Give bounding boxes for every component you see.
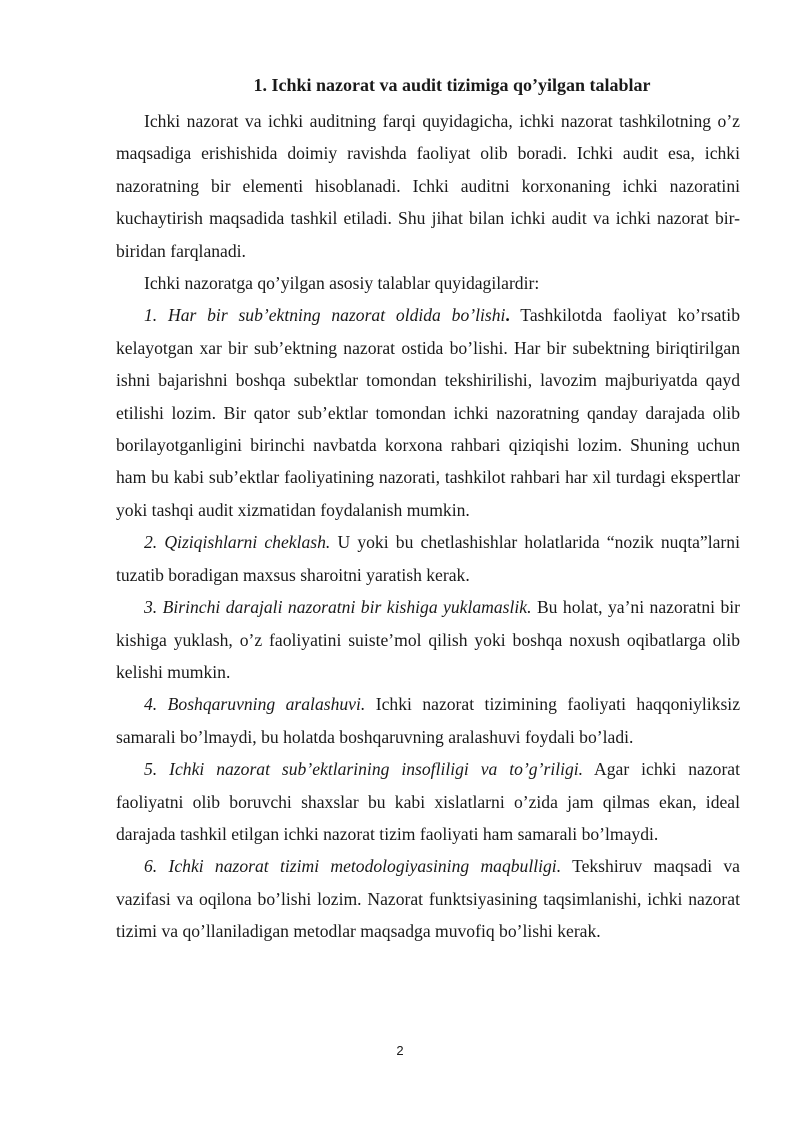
requirements-intro-paragraph: Ichki nazoratga qo’yilgan asosiy talablar quyidagilardir: — [144, 273, 540, 294]
section-heading: 1. Ichki nazorat va audit tizimiga qo’yilgan talablar — [253, 75, 651, 95]
requirement-lead: 1. Har bir sub’ektning nazorat oldida bo’lishi — [144, 305, 506, 326]
requirement-lead: 2. Qiziqishlarni cheklash. — [144, 532, 331, 553]
document-page — [116, 74, 740, 948]
intro-paragraph: Ichki nazorat va ichki auditning farqi quyidagicha, ichki nazorat tashkilotning o’z maqsadiga erishishida doimiy ravishda faoliyat olib boradi. Ichki audit esa, ichki nazoratning bir elementi hisoblanadi. Ichki auditni korxonaning ichki nazoratini kuchaytirish maqsadida tashkil etiladi. Shu jihat bilan ichki audit va ichki nazorat bir-biridan farqlanadi. — [116, 111, 740, 261]
requirement-text: Ichki nazorat tizimining faoliyati haqqoniyliksiz samarali bo’lmaydi, bu holatda boshqaruvning aralashuvi foydali bo’ladi. — [116, 694, 741, 747]
requirement-lead: 3. Birinchi darajali nazoratni bir kishiga yuklamaslik. — [144, 597, 532, 618]
requirement-lead: 4. Boshqaruvning aralashuvi. — [144, 694, 366, 715]
requirement-lead: 5. Ichki nazorat sub’ektlarining insofliligi va to’g’riligi. — [144, 759, 584, 780]
requirement-text: Bu holat, ya’ni nazoratni bir kishiga yuklash, o’z faoliyatini suiste’mol qilish yoki boshqa noxush oqibatlarga olib kelishi mumkin. — [116, 597, 741, 682]
requirement-paragraph-2 — [116, 526, 740, 591]
requirement-paragraph-3 — [116, 591, 740, 688]
requirement-lead-punct: . — [505, 305, 510, 326]
requirement-paragraph-6 — [116, 850, 740, 947]
requirement-text: U yoki bu chetlashishlar holatlarida “nozik nuqta”larni tuzatib boradigan maxsus sharoitni yaratish kerak. — [116, 532, 740, 585]
page-number: 2 — [396, 1043, 404, 1058]
requirement-text: Agar ichki nazorat faoliyatni olib boruvchi shaxslar bu kabi xislatlarni o’zida jam qilmas ekan, ideal darajada tashkil etilgan ichki nazorat tizim faoliyati ham samarali bo’lmaydi. — [116, 759, 740, 844]
requirement-paragraph-1 — [116, 299, 740, 526]
requirement-paragraph-4 — [116, 688, 740, 753]
requirement-lead: 6. Ichki nazorat tizimi metodologiyasining maqbulligi. — [144, 856, 562, 877]
requirement-text: Tekshiruv maqsadi va vazifasi va oqilona bo’lishi lozim. Nazorat funktsiyasining taqsimlanishi, ichki nazorat tizimi va qo’llaniladigan metodlar maqsadga muvofiq bo’lishi kerak. — [116, 856, 740, 942]
requirement-paragraph-5 — [116, 753, 740, 850]
requirement-text: Tashkilotda faoliyat ko’rsatib kelayotgan xar bir sub’ektning nazorat ostida bo’lishi. Har bir subektning biriqtirilgan ishni bajarishni boshqa subektlar tomondan tekshirilishi, lavozim majburiyatda qayd etilishi lozim. Bir qator sub’ektlar tomondan ichki nazoratning qanday darajada olib borilayotganligini birinchi navbatda korxona rahbari qiziqishi lozim. Shuning uchun ham bu kabi sub’ektlar faoliyatining nazorati, tashkilot rahbari har xil turdagi ekspertlar yoki tashqi audit xizmatidan foydalanish mumkin. — [116, 305, 740, 520]
